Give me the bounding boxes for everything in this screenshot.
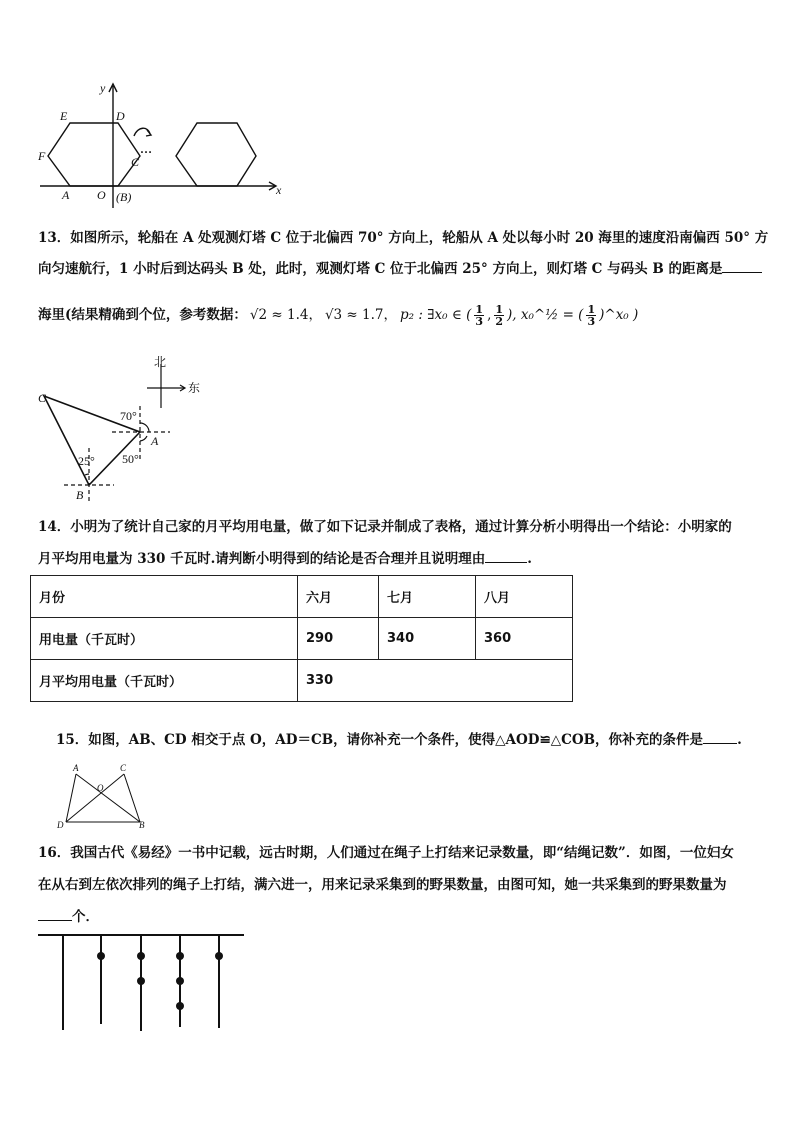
label-A2: A xyxy=(151,434,159,448)
q13-sqrt3: √3 ≈ 1.7， xyxy=(324,306,398,323)
table-row xyxy=(31,660,573,702)
q16-line2: 在从右到左依次排列的绳子上打结，满六进一，用来记录采集到的野果数量，由图可知，她一共采集到的野果数量为 xyxy=(38,877,727,893)
knot xyxy=(137,977,145,985)
knot xyxy=(215,952,223,960)
knot xyxy=(176,952,184,960)
label-B3: B xyxy=(139,820,145,830)
q13-frac-one-half: $\frac{1}{2}$ xyxy=(495,303,504,328)
table-row xyxy=(31,576,573,618)
label-D3: D xyxy=(57,820,64,830)
x-axis-label: x xyxy=(276,183,282,197)
east-label: 东 xyxy=(188,381,201,395)
label-A: A xyxy=(62,188,70,202)
q13-line2 xyxy=(38,263,762,277)
label-B: (B) xyxy=(116,190,132,204)
q14-answer-blank[interactable] xyxy=(485,562,527,563)
q13-answer-blank[interactable] xyxy=(722,272,762,273)
q15-answer-blank[interactable] xyxy=(703,743,737,744)
q13-mid: ), x₀^½ = ( xyxy=(507,306,584,323)
q15-text: 15．如图，AB、CD 相交于点 O，AD＝CB，请你补充一个条件，使得△AOD≌△COB，你补充的条件是 xyxy=(56,732,704,748)
table-cell: 290 xyxy=(298,618,379,660)
label-D: D xyxy=(116,109,125,123)
q13-line2-text: 向匀速航行，1 小时后到达码头 B 处，此时，观测灯塔 C 位于北偏西 25° 方向上，则灯塔 C 与码头 B 的距离是 xyxy=(38,261,723,277)
ellipsis-mark: … xyxy=(140,142,152,156)
table-row xyxy=(31,618,573,660)
angle-70-label: 70° xyxy=(120,409,137,423)
q13-frac-one-third: $\frac{1}{3}$ xyxy=(475,303,484,328)
label-A3: A xyxy=(73,763,79,773)
q16-line3 xyxy=(38,911,99,925)
q16-answer-blank[interactable] xyxy=(38,920,72,921)
y-axis-label: y xyxy=(100,81,106,95)
table-cell: 月平均用电量（千瓦时） xyxy=(31,660,298,702)
q13-line1: 13．如图所示，轮船在 A 处观测灯塔 C 位于北偏西 70° 方向上，轮船从 A 处以每小时 20 海里的速度沿南偏西 50° 方 xyxy=(38,230,769,246)
hexagon-figure xyxy=(30,78,292,210)
q16-line1: 16．我国古代《易经》一书中记载，远古时期，人们通过在绳子上打结来记录数量，即“结绳记数”．如图，一位妇女 xyxy=(38,845,734,861)
table-cell: 七月 xyxy=(379,576,476,618)
label-C: C xyxy=(131,155,140,169)
q13-end: )^x₀ ) xyxy=(599,306,639,323)
q13-p2: p₂ : ∃x₀ ∈ ( xyxy=(400,306,472,323)
table-cell: 六月 xyxy=(298,576,379,618)
label-F: F xyxy=(38,149,46,163)
table-cell: 八月 xyxy=(476,576,573,618)
table-cell: 用电量（千瓦时） xyxy=(31,618,298,660)
q13-line3: 海里(结果精确到个位，参考数据： √2 ≈ 1.4， √3 ≈ 1.7， p₂ : ∃x₀ ∈ ( $\frac{1}{3}$ , $\frac{1}{2}$ ), x₀^½ = ( $\frac{1}{3}$ )^x₀ ) xyxy=(38,303,639,328)
table-cell: 340 xyxy=(379,618,476,660)
q14-line1: 14．小明为了统计自己家的月平均用电量，做了如下记录并制成了表格，通过计算分析小明得出一个结论：小明家的 xyxy=(38,519,732,535)
knot xyxy=(97,952,105,960)
label-C3: C xyxy=(120,763,127,773)
table-cell: 月份 xyxy=(31,576,298,618)
north-label: 北 xyxy=(154,355,167,369)
table-cell: 330 xyxy=(298,660,573,702)
q14-line2-text: 月平均用电量为 330 千瓦时.请判断小明得到的结论是否合理并且说明理由 xyxy=(38,551,486,567)
label-E: E xyxy=(60,109,68,123)
label-C2: C xyxy=(38,391,47,405)
knot xyxy=(137,952,145,960)
q13-sqrt2: √2 ≈ 1.4， xyxy=(249,306,322,323)
knot xyxy=(176,977,184,985)
q15-line: 15．如图，AB、CD 相交于点 O，AD＝CB，请你补充一个条件，使得△AOD≌△COB，你补充的条件是 . xyxy=(56,732,742,748)
angle-50-label: 50° xyxy=(122,452,139,466)
label-O: O xyxy=(97,188,106,202)
compass-figure xyxy=(30,352,220,507)
table-cell: 360 xyxy=(476,618,573,660)
q13-frac-one-third-b: $\frac{1}{3}$ xyxy=(587,303,596,328)
crossing-figure xyxy=(54,760,150,832)
knot-ropes-figure xyxy=(38,928,248,1034)
q14-line2: 月平均用电量为 330 千瓦时.请判断小明得到的结论是否合理并且说明理由 . xyxy=(38,551,532,567)
knot xyxy=(176,1002,184,1010)
q13-line3-text: 海里(结果精确到个位，参考数据： xyxy=(38,306,247,323)
electricity-table xyxy=(30,575,573,702)
label-B2: B xyxy=(76,488,84,502)
q16-line3-end: 个． xyxy=(72,909,99,925)
label-O3: O xyxy=(97,783,104,793)
angle-25-label: 25° xyxy=(78,454,95,468)
